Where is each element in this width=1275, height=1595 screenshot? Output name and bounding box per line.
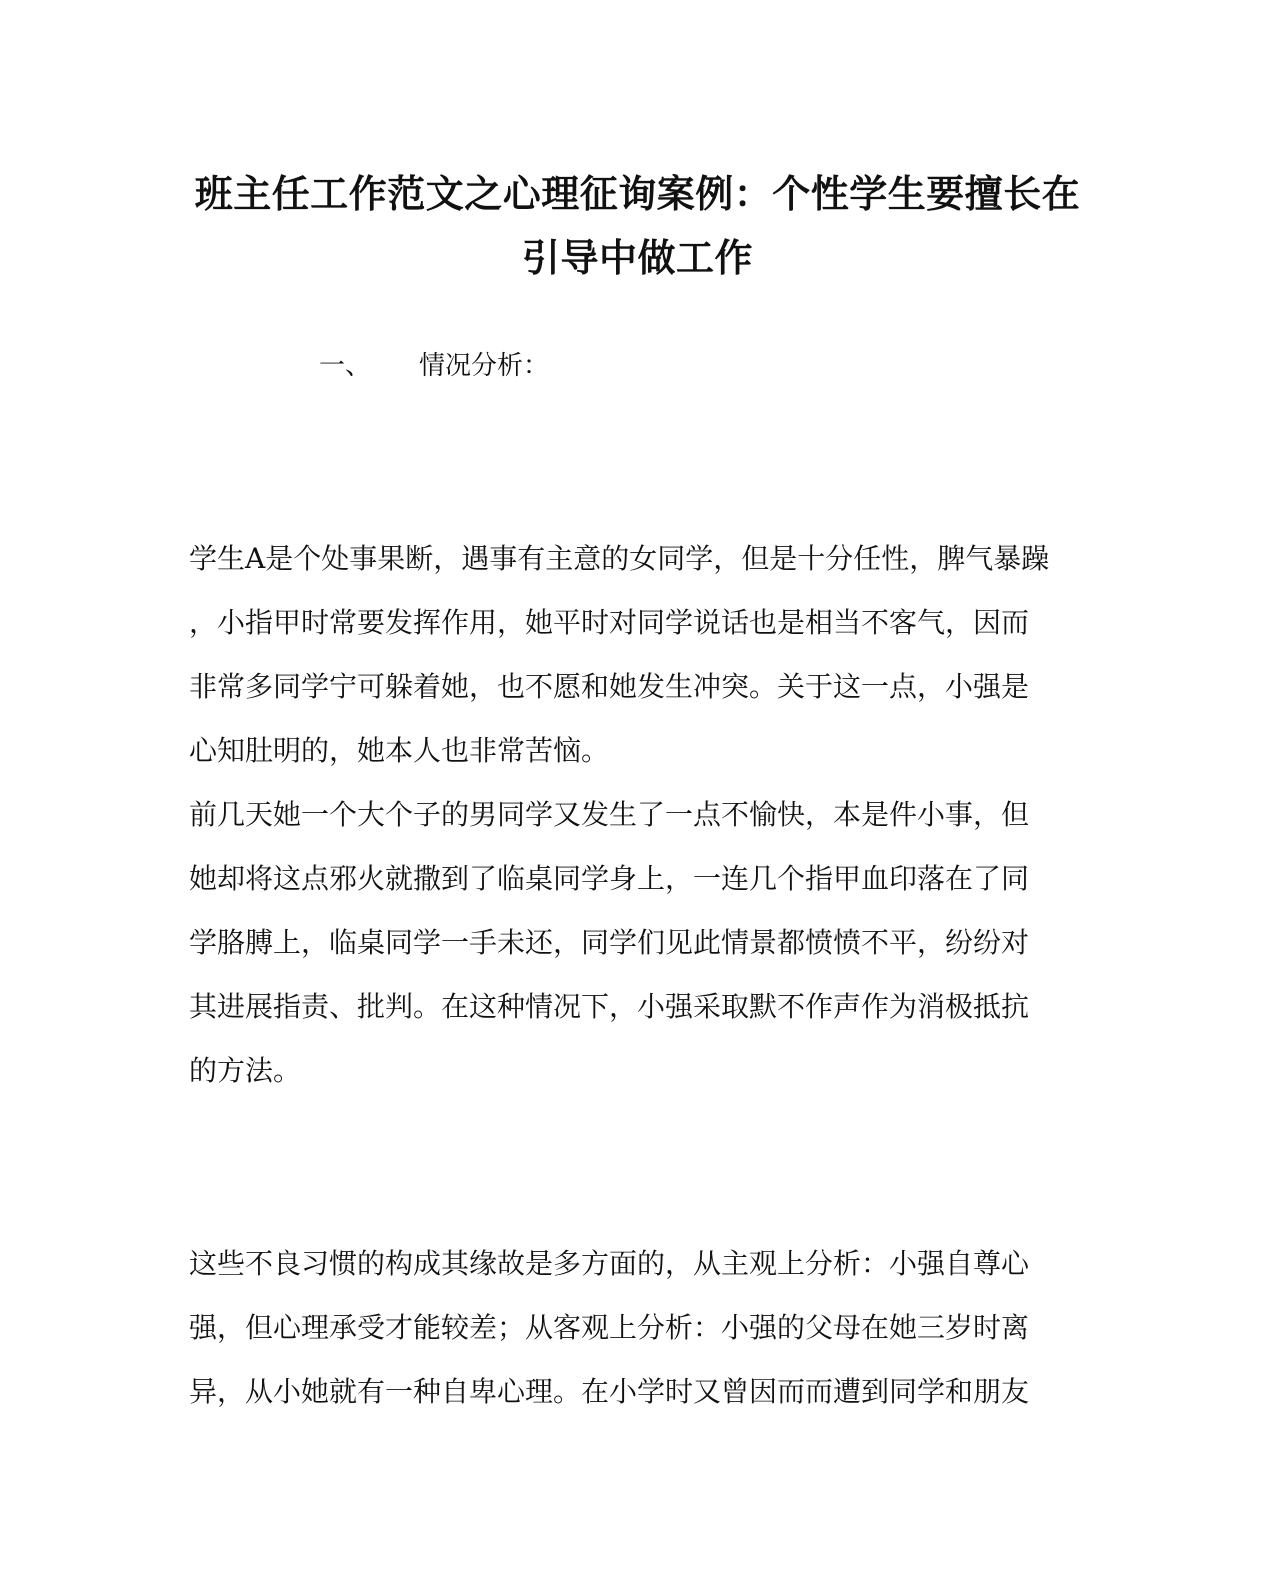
paragraph-line: 前几天她一个大个子的男同学又发生了一点不愉快，本是件小事，但 — [189, 798, 1030, 831]
paragraph-line: 强，但心理承受才能较差；从客观上分析：小强的父母在她三岁时离 — [189, 1311, 1030, 1344]
paragraph-line: 学胳膊上，临桌同学一手未还，同学们见此情景都愤愤不平，纷纷对 — [189, 926, 1030, 959]
title-line-2: 引导中做工作 — [521, 235, 753, 280]
paragraph-line: 非常多同学宁可躲着她，也不愿和她发生冲突。关于这一点，小强是 — [189, 670, 1030, 703]
paragraph-line: 她却将这点邪火就撒到了临桌同学身上，一连几个指甲血印落在了同 — [189, 862, 1030, 895]
paragraph-line: ，小指甲时常要发挥作用，她平时对同学说话也是相当不客气，因而 — [189, 606, 1030, 639]
title-line-1: 班主任工作范文之心理征询案例：个性学生要擅长在 — [194, 171, 1081, 216]
section-label: 情况分析： — [419, 351, 550, 381]
paragraph-2 — [189, 783, 1074, 1103]
paragraph-line: 的方法。 — [189, 1054, 302, 1087]
section-heading — [319, 346, 549, 386]
section-number: 一、 — [319, 351, 372, 381]
paragraph-line: 学生A是个处事果断，遇事有主意的女同学，但是十分任性，脾气暴躁 — [189, 542, 1050, 575]
paragraph-line: 异，从小她就有一种自卑心理。在小学时又曾因而而遭到同学和朋友 — [189, 1375, 1030, 1408]
paragraph-line: 其进展指责、批判。在这种情况下，小强采取默不作声作为消极抵抗 — [189, 990, 1030, 1023]
paragraph-line: 这些不良习惯的构成其缘故是多方面的，从主观上分析：小强自尊心 — [189, 1247, 1030, 1280]
document-title — [170, 162, 1105, 290]
paragraph-1 — [189, 527, 1074, 783]
paragraph-3 — [189, 1232, 1074, 1424]
paragraph-line: 心知肚明的，她本人也非常苦恼。 — [189, 734, 610, 767]
